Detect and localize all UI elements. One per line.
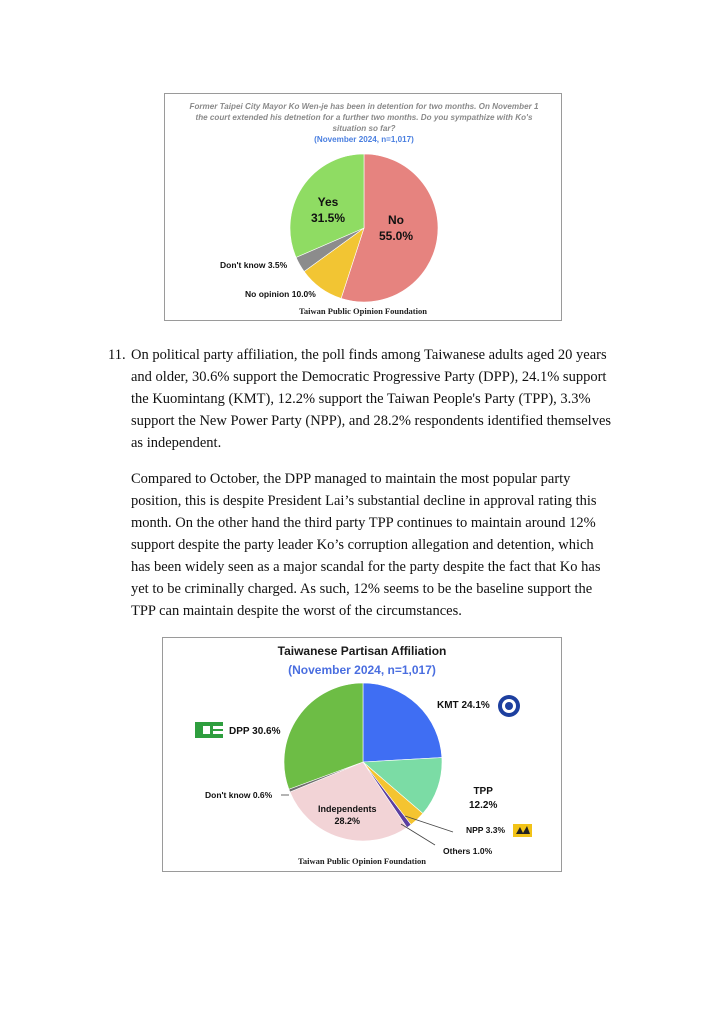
chart2-tpp-name: TPP xyxy=(473,786,493,797)
chart1-label-yes xyxy=(311,194,345,226)
paragraph2-line: yet to be criminally charged. As such, 12% seems to be the baseline support the xyxy=(131,581,593,597)
chart2-slice-kmt xyxy=(363,683,442,762)
chart2-subtitle: (November 2024, n=1,017) xyxy=(288,663,436,677)
chart2-label-others: Others 1.0% xyxy=(443,846,493,856)
chart2-label-dpp: DPP 30.6% xyxy=(229,726,281,737)
chart1-label-no xyxy=(379,212,413,244)
paragraph1-line: the Kuomintang (KMT), 12.2% support the Taiwan People's Party (TPP), 3.3% xyxy=(131,391,591,407)
paragraph2-line: has been widely seen as a major scandal for the party despite the fact that Ko has xyxy=(131,559,601,575)
chart1-label-dont-know: Don't know 3.5% xyxy=(220,260,288,270)
chart1-yes-name: Yes xyxy=(317,195,339,209)
chart2-label-kmt: KMT 24.1% xyxy=(437,700,490,711)
dpp-logo-icon xyxy=(195,722,223,738)
chart2-tpp-value: 12.2% xyxy=(469,800,498,811)
chart2-label-independents xyxy=(318,803,377,827)
paragraph2-line: Compared to October, the DPP managed to maintain the most popular party xyxy=(131,471,571,487)
kmt-logo-icon xyxy=(498,695,520,717)
chart2-label-tpp xyxy=(469,785,497,813)
chart1-no-name: No xyxy=(388,213,405,227)
paragraph2-line: month. On the other hand the third party TPP continues to maintain around 12% xyxy=(131,515,596,531)
paragraph-comparison xyxy=(131,468,627,622)
chart2-ind-value: 28.2% xyxy=(334,816,361,826)
partisan-chart-figure xyxy=(162,637,562,872)
chart1-label-no-opinion: No opinion 10.0% xyxy=(245,289,316,299)
npp-logo-icon xyxy=(513,824,532,837)
chart1-yes-value: 31.5% xyxy=(311,211,346,225)
list-number: 11. xyxy=(108,347,126,363)
paragraph2-line: TPP can maintain despite the worst of the circumstances. xyxy=(131,603,462,619)
chart2-label-npp: NPP 3.3% xyxy=(466,825,506,835)
chart1-pie xyxy=(165,94,563,322)
chart1-no-value: 55.0% xyxy=(379,229,414,243)
paragraph-party-affiliation xyxy=(131,344,627,454)
chart2-source: Taiwan Public Opinion Foundation xyxy=(298,856,426,866)
paragraph1-line: and older, 30.6% support the Democratic Progressive Party (DPP), 24.1% support xyxy=(131,369,607,385)
paragraph2-line: position, this is despite President Lai’s substantial decline in approval rating this xyxy=(131,493,597,509)
chart2-pie xyxy=(163,638,563,873)
chart2-ind-name: Independents xyxy=(318,804,377,814)
chart1-question-text: Former Taipei City Mayor Ko Wen-je has been in detention for two months. On November 1 the court extended his detnetion for a further two months. Do you sympathize with Ko's situation so far? xyxy=(189,102,539,133)
sympathy-chart-figure xyxy=(164,93,562,321)
paragraph1-line: as independent. xyxy=(131,435,222,451)
paragraph1-line: support the New Power Party (NPP), and 28.2% respondents identified themselves xyxy=(131,413,612,429)
chart2-label-dont-know: Don't know 0.6% xyxy=(205,790,273,800)
paragraph2-line: support despite the party leader Ko’s corruption allegation and detention, which xyxy=(131,537,594,553)
chart1-source: Taiwan Public Opinion Foundation xyxy=(299,306,427,316)
chart1-subtitle: (November 2024, n=1,017) xyxy=(314,135,414,144)
paragraph1-line: On political party affiliation, the poll finds among Taiwanese adults aged 20 years xyxy=(131,347,607,363)
chart2-title: Taiwanese Partisan Affiliation xyxy=(277,644,447,658)
